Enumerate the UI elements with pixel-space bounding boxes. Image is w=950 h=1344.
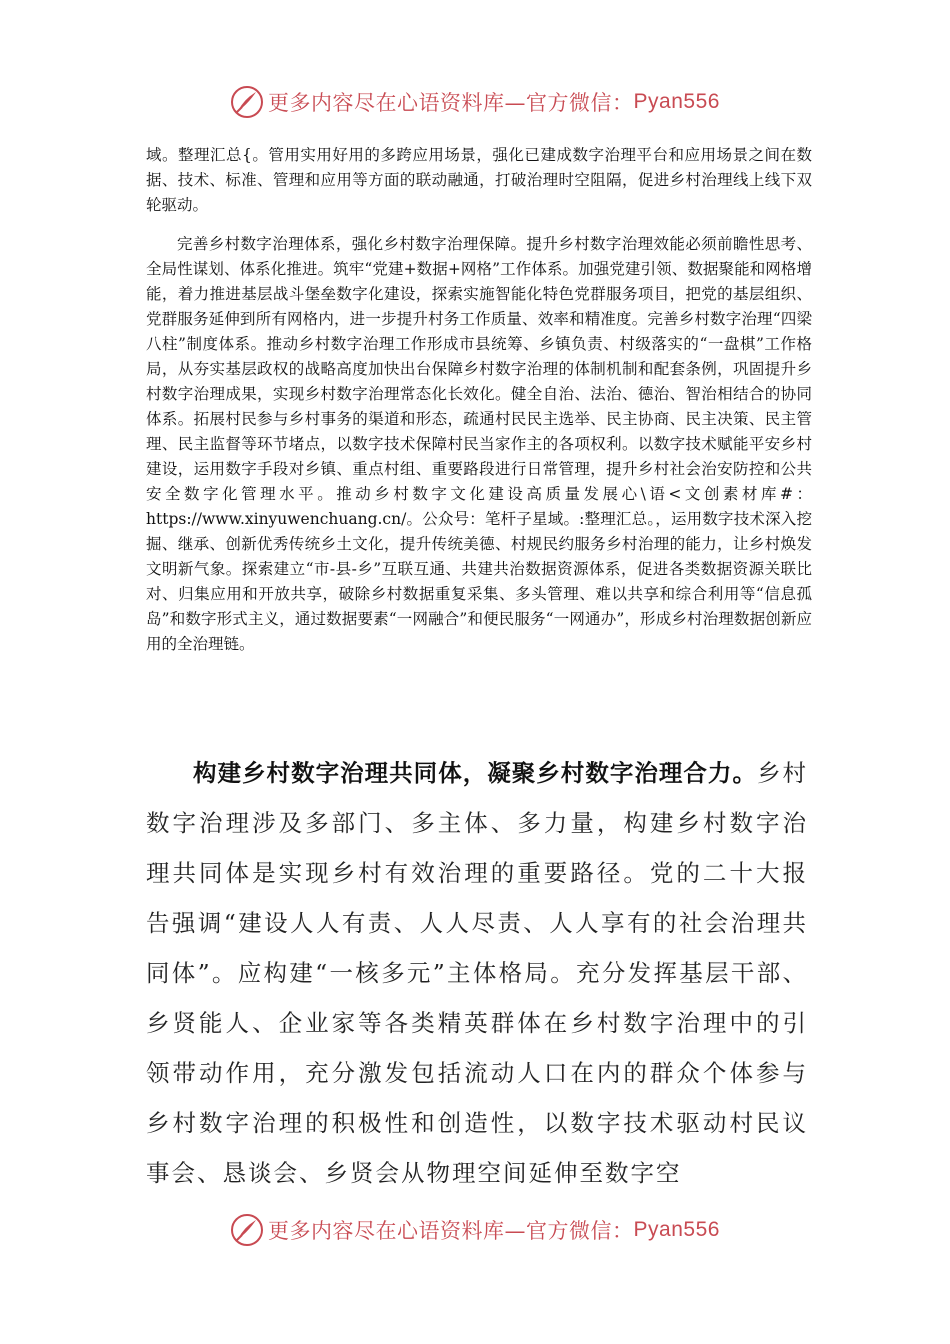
paragraph-2: 完善乡村数字治理体系，强化乡村数字治理保障。提升乡村数字治理效能必须前瞻性思考、全局性谋划、体系化推进。筑牢“党建+数据+网格”工作体系。加强党建引领、数据聚能和网格增能，着力推进基层战斗堡垒数字化建设，探索实施智能化特色党群服务项目，把党的基层组织、党群服务延伸到所有网格内，进一步提升村务工作质量、效率和精准度。完善乡村数字治理“四梁八柱”制度体系。推动乡村数字治理工作形成市县统筹、乡镇负责、村级落实的“一盘棋”工作格局，从夯实基层政权的战略高度加快出台保障乡村数字治理的体制机制和配套条例，巩固提升乡村数字治理成果，实现乡村数字治理常态化长效化。健全自治、法治、德治、智治相结合的协同体系。拓展村民参与乡村事务的渠道和形态，疏通村民民主选举、民主协商、民主决策、民主管理、民主监督等环节堵点，以数字技术保障村民当家作主的各项权利。以数字技术赋能平安乡村建设，运用数字手段对乡镇、重点村组、重要路段进行日常管理，提升乡村社会治安防控和公共安全数字化管理水平。推动乡村数字文化建设高质量发展心\语<文创素材库#：https://www.xinyuwenchuang.cn/。公众号：笔杆子星域。:整理汇总。，运用数字技术深入挖掘、继承、创新优秀传统乡土文化，提升传统美德、村规民约服务乡村治理的能力，让乡村焕发文明新气象。探索建立“市-县-乡”互联互通、共建共治数据资源体系，促进各类数据资源关联比对、归集应用和开放共享，破除乡村数据重复采集、多头管理、难以共享和综合利用等“信息孤岛”和数字形式主义，通过数据要素“一网融合”和便民服务“一网通办”，形成乡村治理数据创新应用的全治理链。: [146, 235, 812, 653]
paragraph-1: 域。整理汇总{。管用实用好用的多跨应用场景，强化已建成数字治理平台和应用场景之间在数据、技术、标准、管理和应用等方面的联动融通，打破治理时空阻隔，促进乡村治理线上线下双轮驱动。: [146, 146, 812, 214]
footer-text: 更多内容尽在心语资料库—官方微信：: [268, 1219, 634, 1243]
paragraph-3: [146, 748, 808, 1198]
footer-wechat-id: Pyan556: [633, 1218, 720, 1241]
quill-logo-icon: [230, 1213, 264, 1247]
quill-logo-icon: [230, 85, 264, 119]
header-banner: [0, 82, 950, 122]
header-wechat-id: Pyan556: [633, 90, 720, 113]
paragraph-3-body: 乡村数字治理涉及多部门、多主体、多力量，构建乡村数字治理共同体是实现乡村有效治理的重要路径。党的二十大报告强调“建设人人有责、人人尽责、人人享有的社会治理共同体”。应构建“一核多元”主体格局。充分发挥基层干部、乡贤能人、企业家等各类精英群体在乡村数字治理中的引领带动作用，充分激发包括流动人口在内的群众个体参与乡村数字治理的积极性和创造性，以数字技术驱动村民议事会、恳谈会、乡贤会从物理空间延伸至数字空: [146, 759, 809, 1187]
paragraph-3-heading: 构建乡村数字治理共同体，凝聚乡村数字治理合力。: [193, 759, 757, 787]
footer-banner: [0, 1210, 950, 1250]
header-text: 更多内容尽在心语资料库—官方微信：: [268, 91, 634, 115]
